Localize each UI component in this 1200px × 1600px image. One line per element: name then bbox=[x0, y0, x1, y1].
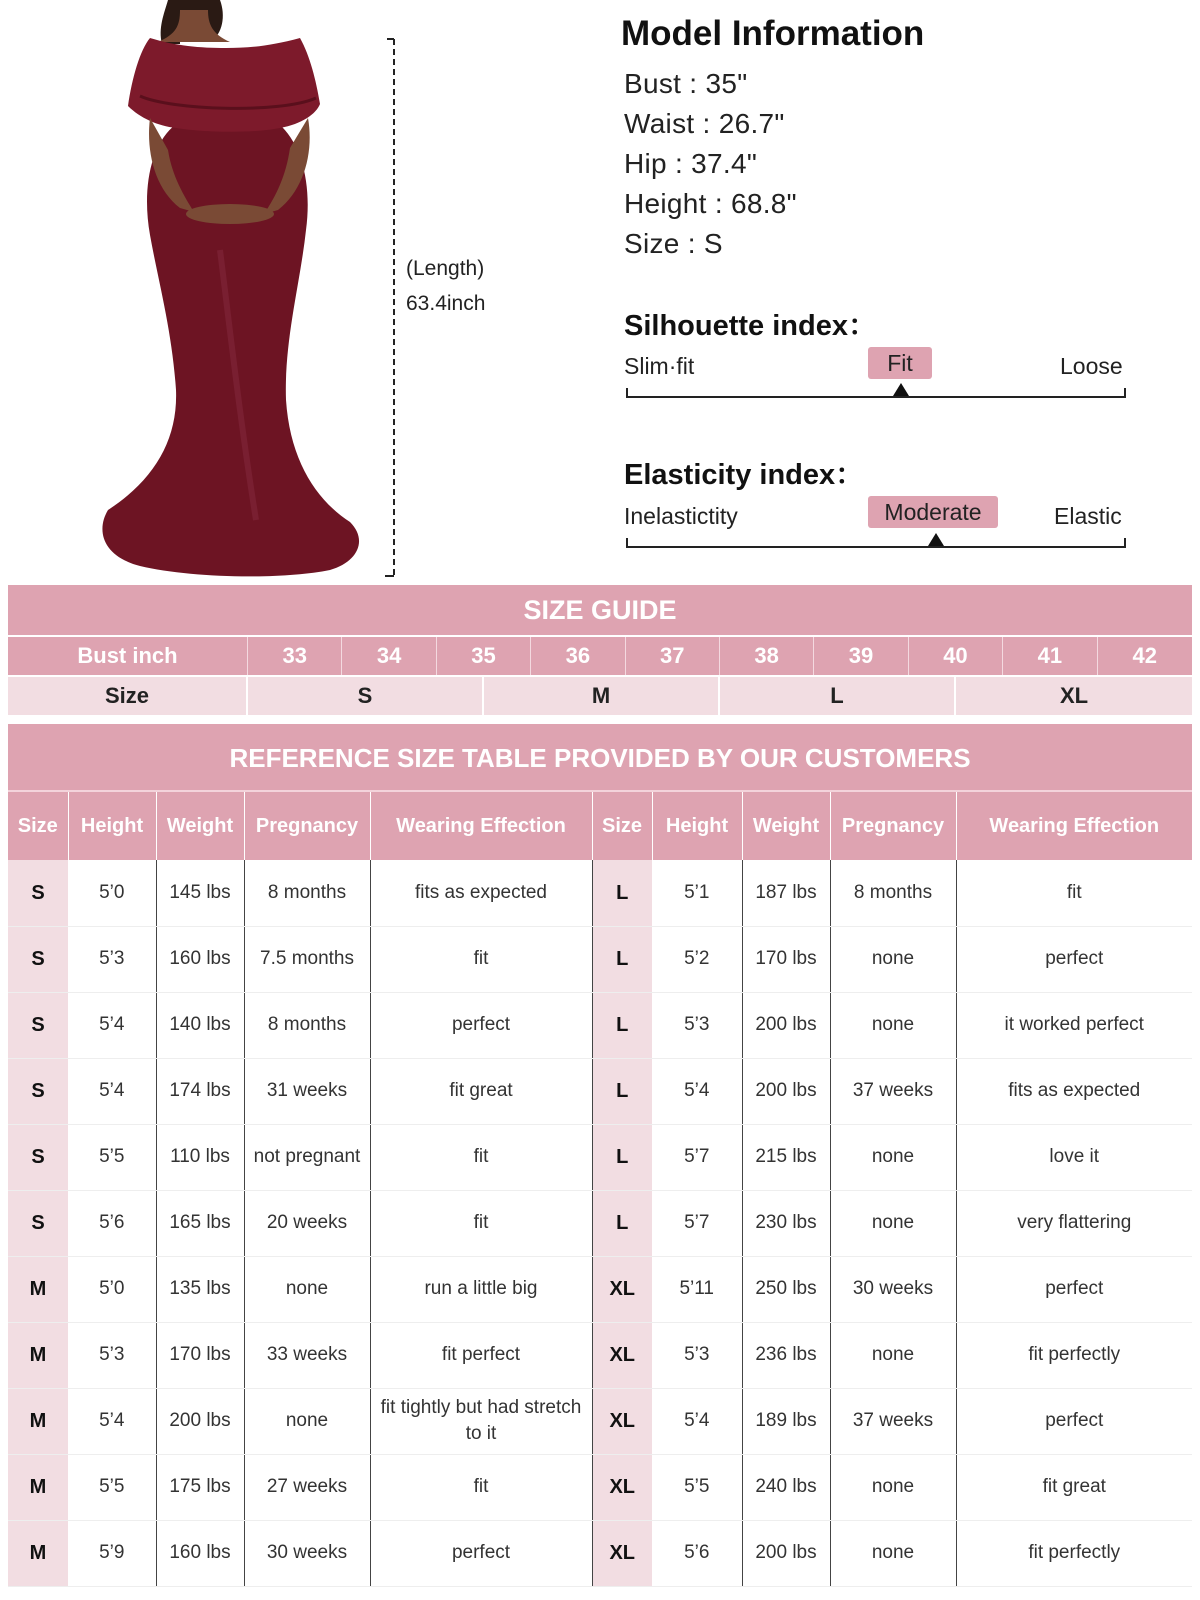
cell-height: 5’3 bbox=[652, 992, 742, 1058]
cell-wearing-effection: fits as expected bbox=[370, 860, 592, 926]
model-waist: Waist : 26.7" bbox=[624, 108, 785, 139]
header-pregnancy: Pregnancy bbox=[244, 792, 370, 860]
cell-pregnancy: 37 weeks bbox=[830, 1388, 956, 1454]
table-row bbox=[8, 1454, 1192, 1520]
cell-height: 5’4 bbox=[68, 1388, 156, 1454]
bust-label: Bust inch bbox=[8, 637, 248, 675]
cell-height: 5’4 bbox=[652, 1058, 742, 1124]
elasticity-title: Elasticity index： bbox=[624, 459, 865, 491]
cell-weight: 174 lbs bbox=[156, 1058, 244, 1124]
cell-wearing-effection: fit perfect bbox=[370, 1322, 592, 1388]
elasticity-marker bbox=[928, 533, 944, 546]
cell-size: M bbox=[8, 1520, 68, 1586]
cell-height: 5’4 bbox=[68, 1058, 156, 1124]
cell-pregnancy: 27 weeks bbox=[244, 1454, 370, 1520]
cell-size: S bbox=[8, 926, 68, 992]
bust-value: 41 bbox=[1003, 637, 1097, 675]
cell-weight: 135 lbs bbox=[156, 1256, 244, 1322]
cell-wearing-effection: fit perfectly bbox=[956, 1322, 1192, 1388]
reference-table bbox=[8, 792, 1192, 1587]
size-guide bbox=[8, 585, 1192, 715]
table-row bbox=[8, 1520, 1192, 1586]
cell-pregnancy: none bbox=[830, 992, 956, 1058]
cell-wearing-effection: perfect bbox=[956, 1256, 1192, 1322]
header-height: Height bbox=[68, 792, 156, 860]
cell-wearing-effection: run a little big bbox=[370, 1256, 592, 1322]
cell-weight: 145 lbs bbox=[156, 860, 244, 926]
cell-wearing-effection: fit bbox=[370, 1124, 592, 1190]
cell-wearing-effection: love it bbox=[956, 1124, 1192, 1190]
dress-ruffle bbox=[128, 38, 320, 132]
size-label: Size bbox=[8, 677, 248, 715]
table-row bbox=[8, 992, 1192, 1058]
header-height: Height bbox=[652, 792, 742, 860]
elasticity-scale-bar bbox=[626, 538, 1126, 548]
cell-weight: 187 lbs bbox=[742, 860, 830, 926]
cell-pregnancy: none bbox=[830, 1190, 956, 1256]
cell-weight: 230 lbs bbox=[742, 1190, 830, 1256]
cell-weight: 160 lbs bbox=[156, 1520, 244, 1586]
cell-wearing-effection: it worked perfect bbox=[956, 992, 1192, 1058]
cell-height: 5’2 bbox=[652, 926, 742, 992]
table-row bbox=[8, 860, 1192, 926]
cell-height: 5’5 bbox=[68, 1124, 156, 1190]
silhouette-right-label: Loose bbox=[1060, 353, 1123, 379]
bust-value: 38 bbox=[720, 637, 814, 675]
cell-weight: 175 lbs bbox=[156, 1454, 244, 1520]
table-row bbox=[8, 1058, 1192, 1124]
bust-value: 35 bbox=[437, 637, 531, 675]
cell-pregnancy: 37 weeks bbox=[830, 1058, 956, 1124]
length-label: (Length) bbox=[406, 257, 485, 280]
cell-weight: 200 lbs bbox=[742, 1520, 830, 1586]
elasticity-badge: Moderate bbox=[868, 496, 998, 528]
cell-size: L bbox=[592, 992, 652, 1058]
cell-wearing-effection: fit bbox=[370, 1190, 592, 1256]
bust-value: 37 bbox=[626, 637, 720, 675]
length-value: 63.4inch bbox=[406, 292, 486, 315]
header-size: Size bbox=[592, 792, 652, 860]
cell-wearing-effection: perfect bbox=[956, 1388, 1192, 1454]
cell-height: 5’3 bbox=[652, 1322, 742, 1388]
cell-size: M bbox=[8, 1322, 68, 1388]
cell-size: L bbox=[592, 1058, 652, 1124]
cell-wearing-effection: fit great bbox=[956, 1454, 1192, 1520]
cell-height: 5’9 bbox=[68, 1520, 156, 1586]
cell-pregnancy: none bbox=[244, 1388, 370, 1454]
cell-weight: 170 lbs bbox=[742, 926, 830, 992]
bust-value: 42 bbox=[1132, 643, 1157, 668]
cell-wearing-effection: perfect bbox=[370, 992, 592, 1058]
header-size: Size bbox=[8, 792, 68, 860]
cell-size: S bbox=[8, 860, 68, 926]
cell-height: 5’1 bbox=[652, 860, 742, 926]
table-row bbox=[8, 1256, 1192, 1322]
table-row bbox=[8, 1124, 1192, 1190]
silhouette-marker bbox=[893, 383, 909, 396]
cell-wearing-effection: very flattering bbox=[956, 1190, 1192, 1256]
size-value: S bbox=[248, 677, 484, 715]
model-bust: Bust : 35" bbox=[624, 68, 748, 99]
cell-size: L bbox=[592, 860, 652, 926]
cell-height: 5’4 bbox=[652, 1388, 742, 1454]
cell-size: S bbox=[8, 1124, 68, 1190]
bust-value: 33 bbox=[248, 637, 342, 675]
elasticity-right-label: Elastic bbox=[1054, 503, 1122, 529]
cell-wearing-effection: fit perfectly bbox=[956, 1520, 1192, 1586]
reference-table-section bbox=[8, 724, 1192, 1587]
cell-weight: 236 lbs bbox=[742, 1322, 830, 1388]
table-row bbox=[8, 1322, 1192, 1388]
cell-pregnancy: 31 weeks bbox=[244, 1058, 370, 1124]
cell-size: XL bbox=[592, 1388, 652, 1454]
cell-pregnancy: 30 weeks bbox=[244, 1520, 370, 1586]
cell-weight: 240 lbs bbox=[742, 1454, 830, 1520]
cell-height: 5’0 bbox=[68, 1256, 156, 1322]
cell-height: 5’0 bbox=[68, 860, 156, 926]
cell-size: M bbox=[8, 1388, 68, 1454]
reference-table-body bbox=[8, 860, 1192, 1586]
table-row bbox=[8, 1190, 1192, 1256]
cell-pregnancy: 33 weeks bbox=[244, 1322, 370, 1388]
size-guide-title: SIZE GUIDE bbox=[8, 585, 1192, 635]
cell-size: M bbox=[8, 1256, 68, 1322]
cell-height: 5’4 bbox=[68, 992, 156, 1058]
cell-size: S bbox=[8, 992, 68, 1058]
header-pregnancy: Pregnancy bbox=[830, 792, 956, 860]
elasticity-left-label: Inelastictity bbox=[624, 503, 738, 529]
table-row bbox=[8, 926, 1192, 992]
cell-wearing-effection: fit great bbox=[370, 1058, 592, 1124]
table-row bbox=[8, 1388, 1192, 1454]
cell-height: 5’3 bbox=[68, 1322, 156, 1388]
header-weight: Weight bbox=[156, 792, 244, 860]
cell-weight: 165 lbs bbox=[156, 1190, 244, 1256]
cell-weight: 200 lbs bbox=[742, 1058, 830, 1124]
cell-weight: 160 lbs bbox=[156, 926, 244, 992]
model-hands bbox=[186, 204, 274, 224]
cell-pregnancy: none bbox=[244, 1256, 370, 1322]
cell-wearing-effection: perfect bbox=[370, 1520, 592, 1586]
cell-size: S bbox=[8, 1058, 68, 1124]
cell-pregnancy: none bbox=[830, 1520, 956, 1586]
silhouette-left-label: Slim·fit bbox=[624, 353, 695, 379]
bust-value: 40 bbox=[909, 637, 1003, 675]
cell-pregnancy: not pregnant bbox=[244, 1124, 370, 1190]
cell-pregnancy: none bbox=[830, 1124, 956, 1190]
cell-pregnancy: 8 months bbox=[244, 860, 370, 926]
cell-pregnancy: 7.5 months bbox=[244, 926, 370, 992]
size-guide-bust-row bbox=[8, 637, 1192, 675]
cell-height: 5’5 bbox=[68, 1454, 156, 1520]
silhouette-scale-bar bbox=[626, 388, 1126, 398]
cell-height: 5’11 bbox=[652, 1256, 742, 1322]
cell-weight: 110 lbs bbox=[156, 1124, 244, 1190]
cell-wearing-effection: perfect bbox=[956, 926, 1192, 992]
model-size: Size : S bbox=[624, 228, 723, 259]
size-value: M bbox=[484, 677, 720, 715]
bust-value: 34 bbox=[342, 637, 436, 675]
cell-size: XL bbox=[592, 1256, 652, 1322]
cell-height: 5’6 bbox=[652, 1520, 742, 1586]
cell-height: 5’7 bbox=[652, 1124, 742, 1190]
model-hip: Hip : 37.4" bbox=[624, 148, 758, 179]
cell-size: XL bbox=[592, 1520, 652, 1586]
cell-size: L bbox=[592, 1124, 652, 1190]
cell-size: L bbox=[592, 1190, 652, 1256]
cell-pregnancy: 20 weeks bbox=[244, 1190, 370, 1256]
cell-weight: 250 lbs bbox=[742, 1256, 830, 1322]
cell-wearing-effection: fits as expected bbox=[956, 1058, 1192, 1124]
cell-height: 5’5 bbox=[652, 1454, 742, 1520]
cell-size: L bbox=[592, 926, 652, 992]
cell-weight: 140 lbs bbox=[156, 992, 244, 1058]
model-photo bbox=[80, 0, 370, 580]
cell-weight: 170 lbs bbox=[156, 1322, 244, 1388]
model-info-title: Model Information bbox=[621, 14, 925, 53]
reference-table-header-row bbox=[8, 792, 1192, 860]
cell-size: M bbox=[8, 1454, 68, 1520]
cell-pregnancy: none bbox=[830, 1322, 956, 1388]
cell-height: 5’3 bbox=[68, 926, 156, 992]
header-wearing-effection: Wearing Effection bbox=[370, 792, 592, 860]
cell-weight: 200 lbs bbox=[156, 1388, 244, 1454]
bust-value: 36 bbox=[531, 637, 625, 675]
cell-weight: 215 lbs bbox=[742, 1124, 830, 1190]
size-value: XL bbox=[1059, 683, 1089, 708]
cell-weight: 189 lbs bbox=[742, 1388, 830, 1454]
header-weight: Weight bbox=[742, 792, 830, 860]
cell-wearing-effection: fit bbox=[956, 860, 1192, 926]
bust-value: 39 bbox=[814, 637, 908, 675]
silhouette-title: Silhouette index： bbox=[624, 310, 877, 342]
cell-weight: 200 lbs bbox=[742, 992, 830, 1058]
silhouette-badge: Fit bbox=[868, 347, 932, 379]
length-dimension-line bbox=[385, 38, 397, 578]
cell-wearing-effection: fit bbox=[370, 1454, 592, 1520]
cell-size: XL bbox=[592, 1454, 652, 1520]
cell-height: 5’7 bbox=[652, 1190, 742, 1256]
cell-pregnancy: none bbox=[830, 1454, 956, 1520]
cell-size: S bbox=[8, 1190, 68, 1256]
cell-pregnancy: none bbox=[830, 926, 956, 992]
cell-size: XL bbox=[592, 1322, 652, 1388]
cell-height: 5’6 bbox=[68, 1190, 156, 1256]
size-guide-size-row bbox=[8, 677, 1192, 715]
cell-pregnancy: 8 months bbox=[830, 860, 956, 926]
cell-pregnancy: 8 months bbox=[244, 992, 370, 1058]
size-value: L bbox=[720, 677, 956, 715]
reference-table-title: REFERENCE SIZE TABLE PROVIDED BY OUR CUSTOMERS bbox=[8, 724, 1192, 792]
cell-wearing-effection: fit tightly but had stretch to it bbox=[370, 1388, 592, 1454]
cell-wearing-effection: fit bbox=[370, 926, 592, 992]
model-height: Height : 68.8" bbox=[624, 188, 797, 219]
cell-pregnancy: 30 weeks bbox=[830, 1256, 956, 1322]
header-wearing-effection: Wearing Effection bbox=[956, 792, 1192, 860]
